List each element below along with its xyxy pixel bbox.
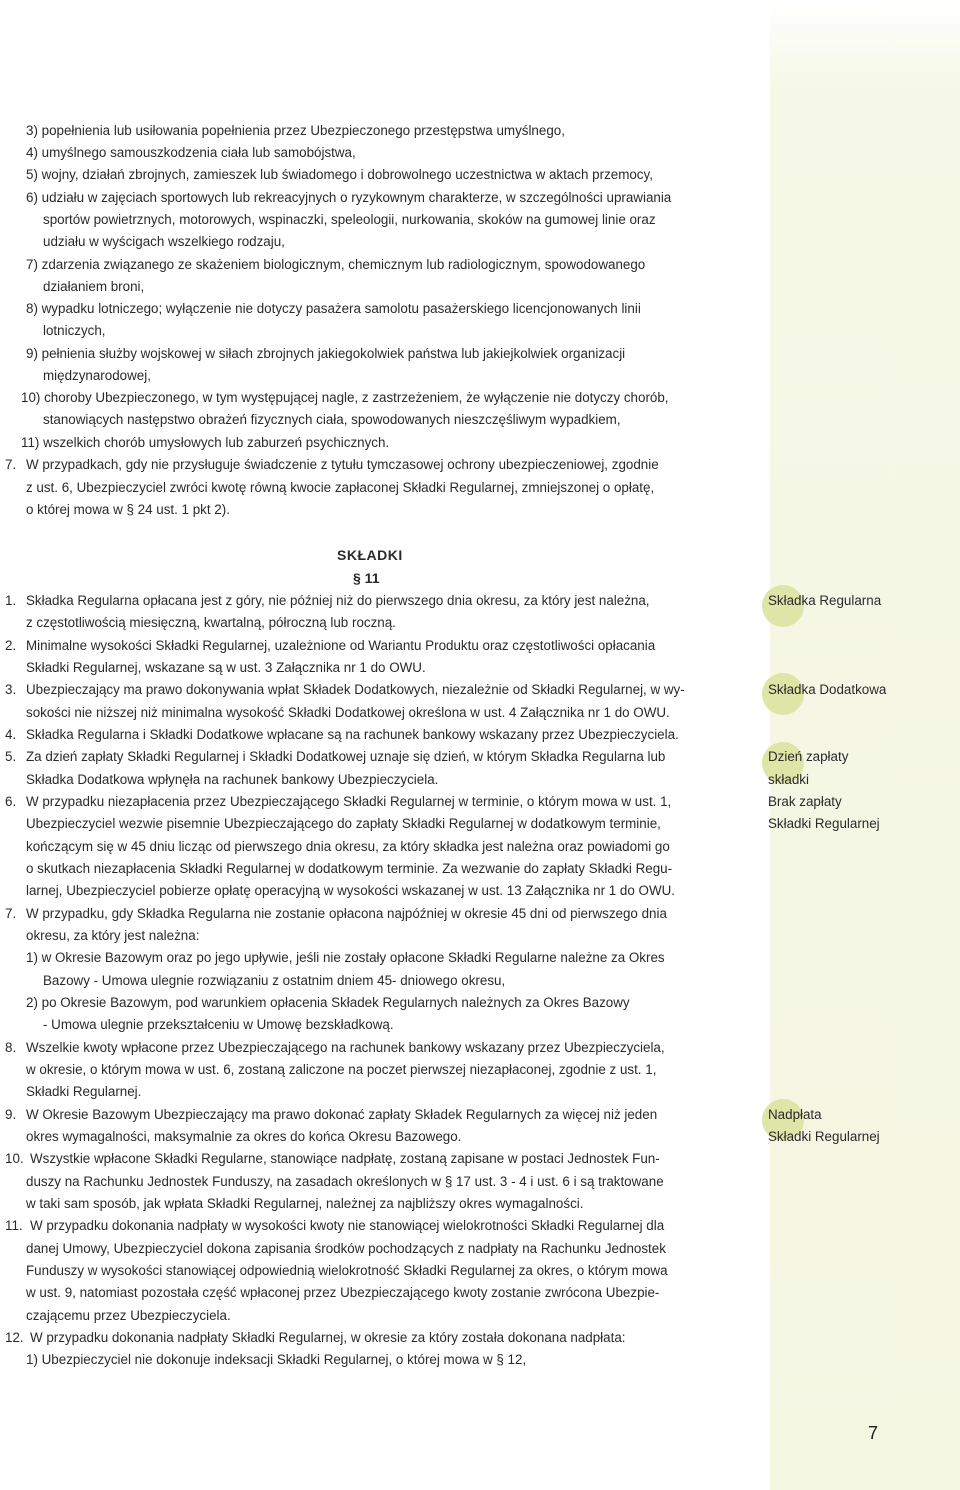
clause-text: Za dzień zapłaty Składki Regularnej i Składki Dodatkowej uznaje się dzień, w którym Składka Regularna lub <box>26 749 666 764</box>
margin-note-regular-premium: Składka Regularna <box>768 593 882 608</box>
list-item: 10) choroby Ubezpieczonego, w tym występującej nagle, z zastrzeżeniem, że wyłączenie nie dotyczy chorób, <box>21 390 669 405</box>
list-item: 8) wypadku lotniczego; wyłączenie nie dotyczy pasażera samolotu pasażerskiego licencjonowanych linii <box>26 301 641 316</box>
clause-number: 4. <box>5 727 17 742</box>
clause-text: W przypadku dokonania nadpłaty w wysokości kwoty nie stanowiącej wielokrotności Składki Regularnej dla <box>30 1218 665 1233</box>
sub-item: 2) po Okresie Bazowym, pod warunkiem opłacenia Składek Regularnych należnych za Okres Bazowy <box>26 995 630 1010</box>
clause-number: 5. <box>5 749 17 764</box>
clause-text: Funduszy w wysokości stanowiącej odpowiednią wielokrotność Składki Regularnej za okres, o którym mowa <box>26 1263 668 1278</box>
clause-number: 11. <box>5 1218 23 1233</box>
list-item: 9) pełnienia służby wojskowej w siłach zbrojnych jakiegokolwiek państwa lub jakiejkolwiek organizacji <box>26 346 626 361</box>
clause-number: 7. <box>5 906 17 921</box>
clause-text: larnej, Ubezpieczyciel pobierze opłatę operacyjną w wysokości wskazanej w ust. 13 Załącznika nr 1 do OWU. <box>26 883 675 898</box>
clause-number: 7. <box>5 457 17 472</box>
clause-text: W przypadku dokonania nadpłaty Składki Regularnej, w okresie za który została dokonana nadpłata: <box>30 1330 626 1345</box>
paragraph-number: § 11 <box>353 570 380 586</box>
list-item-continuation: lotniczych, <box>43 323 106 338</box>
clause-text: Składka Regularna opłacana jest z góry, nie później niż do pierwszego dnia okresu, za który jest należna, <box>26 593 650 608</box>
clause-text: Wszystkie wpłacone Składki Regularne, stanowiące nadpłatę, zostaną zapisane w postaci Jednostek Fun- <box>30 1151 660 1166</box>
list-item: 6) udziału w zajęciach sportowych lub rekreacyjnych o ryzykownym charakterze, w szczególności uprawiania <box>26 190 672 205</box>
margin-note-additional-premium: Składka Dodatkowa <box>768 682 887 697</box>
section-heading: SKŁADKI <box>337 547 403 563</box>
clause-text: Składka Dodatkowa wpłynęła na rachunek bankowy Ubezpieczyciela. <box>26 772 439 787</box>
decorative-side-band <box>770 0 960 1490</box>
page-number: 7 <box>868 1423 879 1443</box>
clause-text: Wszelkie kwoty wpłacone przez Ubezpieczającego na rachunek bankowy wskazany przez Ubezpieczyciela, <box>26 1040 665 1055</box>
list-item-continuation: sportów powietrznych, motorowych, wspinaczki, speleologii, nurkowania, skoków na gumowej linie oraz <box>43 212 656 227</box>
clause-number: 1. <box>5 593 17 608</box>
clause-text: w ust. 9, natomiast pozostała część wpłaconej przez Ubezpieczającego kwoty zostanie zwrócona Ubezpie- <box>26 1285 660 1300</box>
clause-text: czającemu przez Ubezpieczyciela. <box>26 1308 231 1323</box>
clause-number: 8. <box>5 1040 17 1055</box>
sub-item: 1) Ubezpieczyciel nie dokonuje indeksacji Składki Regularnej, o której mowa w § 12, <box>26 1352 527 1367</box>
clause-text: kończącym się w 45 dniu licząc od pierwszego dnia okresu, za który składka jest należna oraz powiadomi go <box>26 839 670 854</box>
list-item: 4) umyślnego samouszkodzenia ciała lub samobójstwa, <box>26 145 356 160</box>
clause-text: okresu, za który jest należna: <box>26 928 200 943</box>
clause-text: z częstotliwością miesięczną, kwartalną, półroczną lub roczną. <box>26 615 396 630</box>
clause-text: Ubezpieczający ma prawo dokonywania wpłat Składek Dodatkowych, niezależnie od Składki Regularnej, w wy- <box>26 682 685 697</box>
clause-text: W Okresie Bazowym Ubezpieczający ma prawo dokonać zapłaty Składek Regularnych za więcej niż jeden <box>26 1107 658 1122</box>
list-item: 7) zdarzenia związanego ze skażeniem biologicznym, chemicznym lub radiologicznym, spowodowanego <box>26 257 646 272</box>
clause-text: w okresie, o którym mowa w ust. 6, zostaną zaliczone na poczet pierwszej niezapłaconej, zgodnie z ust. 1, <box>26 1062 657 1077</box>
clause-text: W przypadku niezapłacenia przez Ubezpieczającego Składki Regularnej w terminie, o którym mowa w ust. 1, <box>26 794 672 809</box>
clause-number: 10. <box>5 1151 24 1166</box>
list-item: 5) wojny, działań zbrojnych, zamieszek lub świadomego i dobrowolnego uczestnictwa w aktach przemocy, <box>26 167 653 182</box>
clause-text: sokości nie niższej niż minimalna wysokość Składki Dodatkowej określona w ust. 4 Załącznika nr 1 do OWU. <box>26 705 670 720</box>
clause-text: Ubezpieczyciel wezwie pisemnie Ubezpieczającego do zapłaty Składki Regularnej w dodatkowym terminie, <box>26 816 661 831</box>
list-item-continuation: działaniem broni, <box>43 279 145 294</box>
clause-number: 3. <box>5 682 17 697</box>
margin-note-non-payment: Brak zapłaty <box>768 794 842 809</box>
margin-note-overpayment-line2: Składki Regularnej <box>768 1129 880 1144</box>
clause-text: Minimalne wysokości Składki Regularnej, uzależnione od Wariantu Produktu oraz częstotliwości opłacania <box>26 638 656 653</box>
clause-text: Składki Regularnej. <box>26 1084 142 1099</box>
clause-number: 9. <box>5 1107 17 1122</box>
sub-item: 1) w Okresie Bazowym oraz po jego upływie, jeśli nie zostały opłacone Składki Regularne należne za Okres <box>26 950 665 965</box>
margin-note-payment-date-line2: składki <box>768 772 809 787</box>
sub-item-continuation: - Umowa ulegnie przekształceniu w Umowę bezskładkową. <box>43 1017 394 1032</box>
margin-note-non-payment-line2: Składki Regularnej <box>768 816 880 831</box>
margin-note-overpayment: Nadpłata <box>768 1107 822 1122</box>
margin-note-payment-date: Dzień zapłaty <box>768 749 849 764</box>
clause-text: duszy na Rachunku Jednostek Funduszy, na zasadach określonych w § 17 ust. 3 - 4 i ust. 6 i są traktowane <box>26 1174 664 1189</box>
clause-number: 6. <box>5 794 17 809</box>
clause-text: danej Umowy, Ubezpieczyciel dokona zapisania środków pochodzących z nadpłaty na Rachunku Jednostek <box>26 1241 666 1256</box>
clause-text: o skutkach niezapłacenia Składki Regularnej w dodatkowym terminie. Za wezwanie do zapłaty Składki Regu- <box>26 861 673 876</box>
clause-number: 12. <box>5 1330 24 1345</box>
list-item: 11) wszelkich chorób umysłowych lub zaburzeń psychicznych. <box>21 435 390 450</box>
list-item-continuation: międzynarodowej, <box>43 368 151 383</box>
list-item: 3) popełnienia lub usiłowania popełnienia przez Ubezpieczonego przestępstwa umyślnego, <box>26 123 565 138</box>
sub-item-continuation: Bazowy - Umowa ulegnie rozwiązaniu z ostatnim dniem 45- dniowego okresu, <box>43 973 506 988</box>
clause-text: Składki Regularnej, wskazane są w ust. 3 Załącznika nr 1 do OWU. <box>26 660 426 675</box>
clause-text: z ust. 6, Ubezpieczyciel zwróci kwotę równą kwocie zapłaconej Składki Regularnej, zmniejszonej o opłatę, <box>26 480 655 495</box>
clause-text: W przypadkach, gdy nie przysługuje świadczenie z tytułu tymczasowej ochrony ubezpieczeniowej, zgodnie <box>26 457 659 472</box>
clause-text: Składka Regularna i Składki Dodatkowe wpłacane są na rachunek bankowy wskazany przez Ubezpieczyciela. <box>26 727 679 742</box>
list-item-continuation: stanowiących następstwo obrażeń fizycznych ciała, spowodowanych nieszczęśliwym wypadkiem, <box>43 412 621 427</box>
clause-text: okres wymagalności, maksymalnie za okres do końca Okresu Bazowego. <box>26 1129 462 1144</box>
clause-text: o której mowa w § 24 ust. 1 pkt 2). <box>26 502 230 517</box>
list-item-continuation: udziału w wyścigach wszelkiego rodzaju, <box>43 234 285 249</box>
clause-text: W przypadku, gdy Składka Regularna nie zostanie opłacona najpóźniej w okresie 45 dni od pierwszego dnia <box>26 906 667 921</box>
clause-text: w taki sam sposób, jak wpłata Składki Regularnej, należnej za najbliższy okres wymagalności. <box>26 1196 584 1211</box>
clause-number: 2. <box>5 638 17 653</box>
